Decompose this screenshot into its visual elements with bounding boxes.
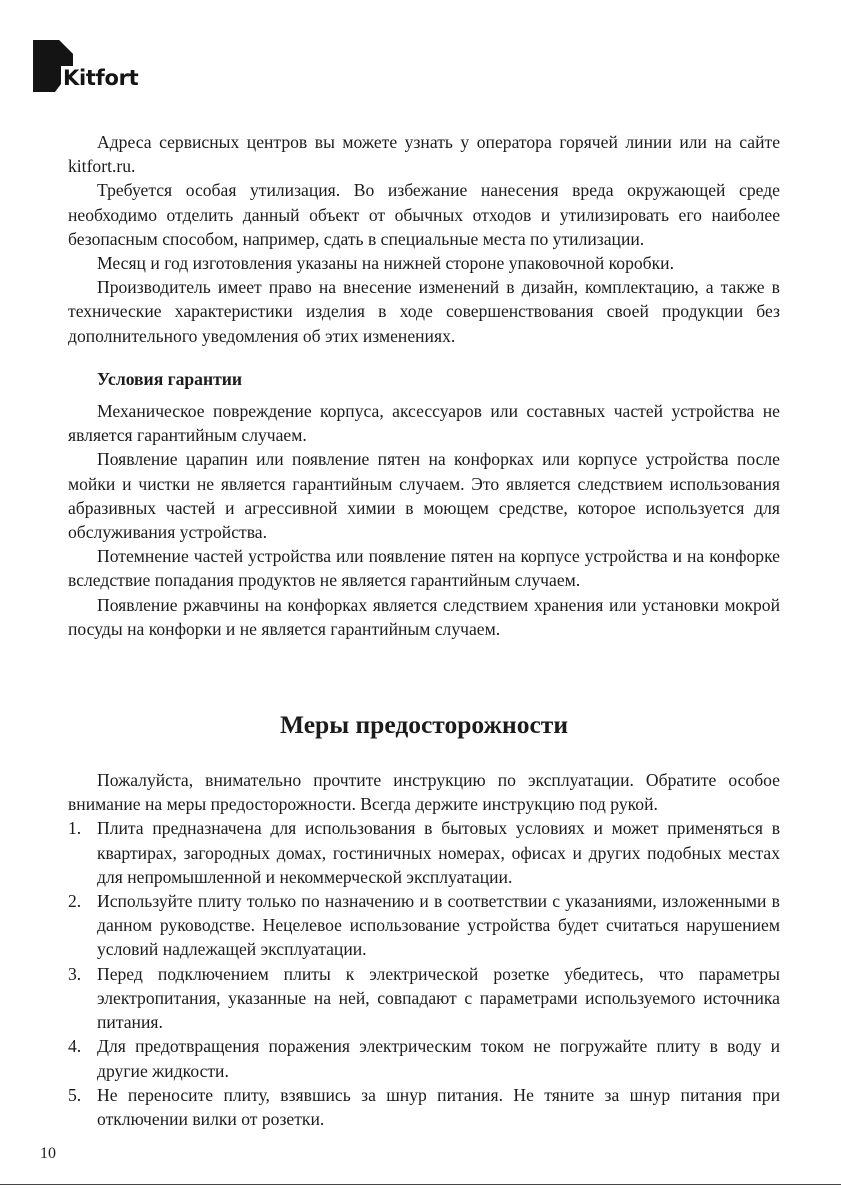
list-item-number: 2. bbox=[68, 891, 82, 912]
warranty-heading: Условия гарантии bbox=[97, 368, 243, 389]
list-item-text: Для предотвращения поражения электрическим током не погружайте плиту в воду и другие жидкости. bbox=[97, 1036, 780, 1081]
logo-wordmark: Kitfort bbox=[63, 66, 139, 90]
list-item-text: Плита предназначена для использования в бытовых условиях и может применяться в квартирах, загородных домах, гостиничных номерах, офисах и других подобных местах для непромышленной и некоммерческой эксплуатации. bbox=[97, 818, 780, 887]
intro-paragraph: Требуется особая утилизация. Во избежание нанесения вреда окружающей среде необходимо отделить данный объект от обычных отходов и утилизировать его наиболее безопасным способом, например, сдать в специальные места по утилизации. bbox=[68, 180, 780, 249]
warranty-paragraph: Появление ржавчины на конфорках является следствием хранения или установки мокрой посуды на конфорки и не является гарантийным случаем. bbox=[68, 594, 780, 639]
list-item-number: 3. bbox=[68, 963, 82, 984]
intro-paragraph: Производитель имеет право на внесение изменений в дизайн, комплектацию, а также в технические характеристики изделия в ходе совершенствования своей продукции без дополнительного уведомления об этих изменениях. bbox=[68, 277, 780, 346]
precautions-heading: Меры предосторожности bbox=[279, 710, 569, 740]
list-item-text: Используйте плиту только по назначению и в соответствии с указаниями, изложенными в данном руководстве. Нецелевое использование устройства будет считаться нарушением условий надлежащей эксплуатации. bbox=[97, 891, 780, 960]
list-item-text: Не переносите плиту, взявшись за шнур питания. Не тяните за шнур питания при отключении вилки от розетки. bbox=[97, 1084, 780, 1129]
precautions-list bbox=[68, 816, 780, 1131]
list-item bbox=[68, 1034, 780, 1082]
intro-paragraph: Адреса сервисных центров вы можете узнать у оператора горячей линии или на сайте kitfort.ru. bbox=[68, 132, 780, 177]
list-item bbox=[68, 816, 780, 889]
intro-section bbox=[68, 130, 780, 348]
list-item-number: 5. bbox=[68, 1084, 82, 1105]
kitfort-logo bbox=[33, 40, 153, 96]
warranty-section bbox=[68, 399, 780, 641]
warranty-paragraph: Появление царапин или появление пятен на конфорках или корпусе устройства после мойки и чистки не является гарантийным случаем. Это является следствием использования абразивных частей и агрессивной химии в моющем средстве, которое используется для обслуживания устройства. bbox=[68, 449, 780, 543]
list-item bbox=[68, 889, 780, 962]
list-item-number: 1. bbox=[68, 818, 82, 839]
list-item-text: Перед подключением плиты к электрической розетке убедитесь, что параметры электропитания, указанные на ней, совпадают с параметрами используемого источника питания. bbox=[97, 963, 780, 1033]
list-item bbox=[68, 962, 780, 1035]
page-content bbox=[68, 130, 780, 1131]
warranty-paragraph: Потемнение частей устройства или появление пятен на корпусе устройства и на конфорке вследствие попадания продуктов не является гарантийным случаем. bbox=[68, 546, 780, 591]
precautions-intro: Пожалуйста, внимательно прочтите инструкцию по эксплуатации. Обратите особое внимание на меры предосторожности. Всегда держите инструкцию под рукой. bbox=[68, 770, 780, 815]
intro-paragraph: Месяц и год изготовления указаны на нижней стороне упаковочной коробки. bbox=[97, 253, 674, 274]
list-item-number: 4. bbox=[68, 1036, 82, 1057]
warranty-paragraph: Механическое повреждение корпуса, аксессуаров или составных частей устройства не является гарантийным случаем. bbox=[68, 401, 780, 446]
page-number: 10 bbox=[40, 1145, 56, 1162]
bottom-divider bbox=[0, 1184, 841, 1185]
list-item bbox=[68, 1083, 780, 1131]
